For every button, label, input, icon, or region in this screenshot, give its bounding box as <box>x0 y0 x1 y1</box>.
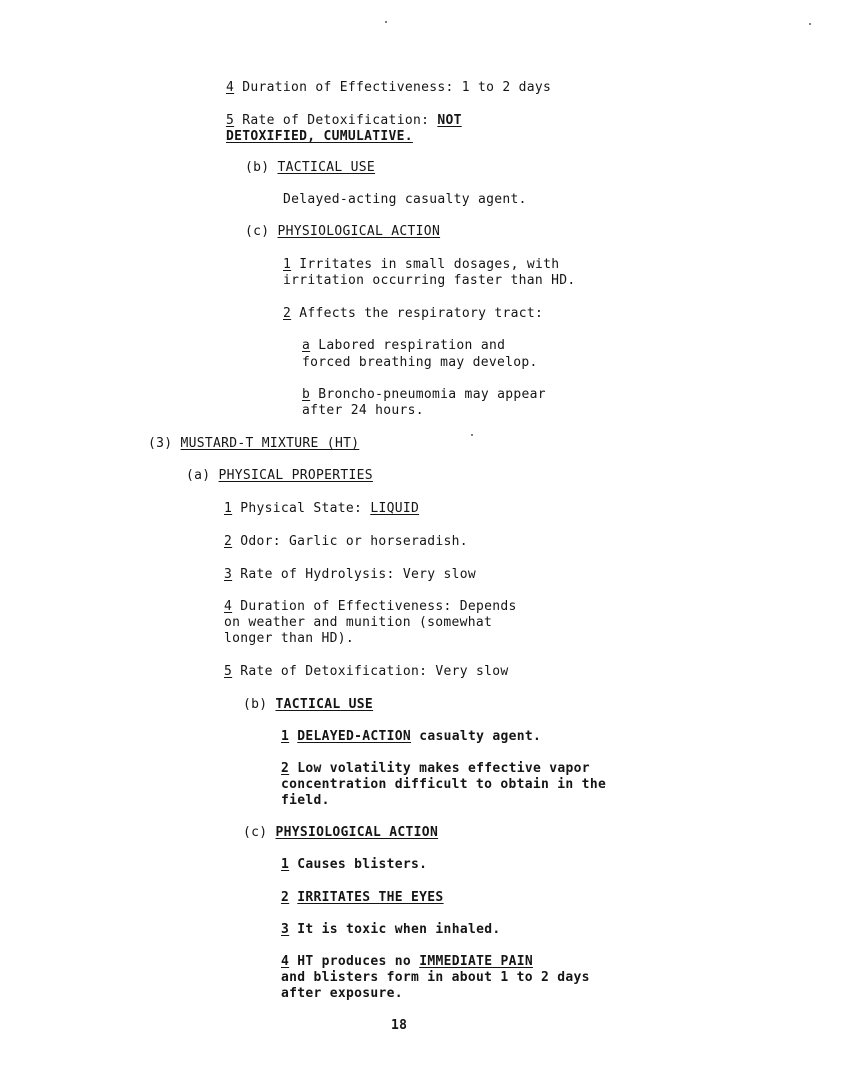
tactical-item-2-cont: field. <box>281 793 330 808</box>
section-heading: PHYSIOLOGICAL ACTION <box>277 224 441 239</box>
section-marker: (b) <box>245 160 270 175</box>
section-heading: PHYSICAL PROPERTIES <box>218 468 373 483</box>
section-marker: (3) <box>148 436 173 451</box>
physio-item-2 <box>283 306 543 322</box>
item-text: Irritates in small dosages, with <box>299 257 560 272</box>
scan-speck <box>471 434 473 436</box>
item-emphasis: DELAYED-ACTION <box>297 729 412 744</box>
section-heading: MUSTARD-T MIXTURE (HT) <box>180 436 360 451</box>
sub-letter: b <box>302 387 311 402</box>
physio-sub-a-cont: forced breathing may develop. <box>302 355 538 370</box>
section-marker: (c) <box>243 825 268 840</box>
item-text: Labored respiration and <box>318 338 506 353</box>
physical-properties-heading <box>186 468 373 484</box>
ht-physio-item-4-cont: after exposure. <box>281 986 403 1001</box>
item-text: It is toxic when inhaled. <box>297 922 501 937</box>
section-heading: PHYSIOLOGICAL ACTION <box>275 825 439 840</box>
tactical-use-heading <box>245 160 375 176</box>
item-text: Rate of Detoxification: <box>242 113 438 128</box>
item-number: 5 <box>224 664 233 679</box>
prop-item-1 <box>224 501 419 517</box>
item-number: 1 <box>283 257 292 272</box>
item-text: HT produces no <box>297 954 420 969</box>
item-number: 4 <box>224 599 233 614</box>
scan-speck <box>385 21 387 23</box>
physio-sub-b <box>302 387 546 403</box>
section-heading: TACTICAL USE <box>275 697 374 712</box>
item-number: 4 <box>226 80 235 95</box>
prop-item-4 <box>224 599 517 615</box>
prop-item-4-cont: longer than HD). <box>224 631 355 646</box>
physio-sub-b-cont: after 24 hours. <box>302 403 424 418</box>
item-value-cont: DETOXIFIED, CUMULATIVE. <box>226 129 413 144</box>
physio-sub-a <box>302 338 505 354</box>
item-4-duration <box>226 80 551 96</box>
item-text: casualty agent. <box>411 729 542 744</box>
ht-physio-item-3 <box>281 922 500 938</box>
item-number: 2 <box>281 890 290 905</box>
item-text: Odor: Garlic or horseradish. <box>240 534 468 549</box>
item-emphasis: IMMEDIATE PAIN <box>419 954 533 969</box>
prop-item-3 <box>224 567 476 583</box>
item-emphasis: IRRITATES THE EYES <box>297 890 444 905</box>
section-marker: (b) <box>243 697 268 712</box>
item-text: Causes blisters. <box>297 857 428 872</box>
item-number: 2 <box>224 534 233 549</box>
item-number: 1 <box>281 857 290 872</box>
item-number: 5 <box>226 113 235 128</box>
item-text: Affects the respiratory tract: <box>299 306 544 321</box>
item-text: Duration of Effectiveness: Depends <box>240 599 517 614</box>
ht-physio-item-4-cont: and blisters form in about 1 to 2 days <box>281 970 590 985</box>
page-number: 18 <box>391 1018 408 1033</box>
item-number: 1 <box>224 501 233 516</box>
ht-tactical-use-heading <box>243 697 373 713</box>
item-text: Rate of Hydrolysis: Very slow <box>240 567 476 582</box>
tactical-item-1 <box>281 729 541 745</box>
prop-item-5 <box>224 664 508 680</box>
item-number: 1 <box>281 729 290 744</box>
item-value: LIQUID <box>370 501 420 516</box>
scan-speck <box>809 23 811 25</box>
physio-item-1-cont: irritation occurring faster than HD. <box>283 273 576 288</box>
item-number: 3 <box>224 567 233 582</box>
section-marker: (c) <box>245 224 270 239</box>
item-value: NOT <box>437 113 462 128</box>
section-marker: (a) <box>186 468 211 483</box>
item-text: Physical State: <box>240 501 371 516</box>
item-number: 2 <box>283 306 292 321</box>
physiological-action-heading <box>245 224 440 240</box>
item-5-detox <box>226 113 462 129</box>
item-text: Rate of Detoxification: Very slow <box>240 664 509 679</box>
item-text: Low volatility makes effective vapor <box>297 761 590 776</box>
tactical-item-2-cont: concentration difficult to obtain in the <box>281 777 607 792</box>
tactical-item-2 <box>281 761 590 777</box>
prop-item-4-cont: on weather and munition (somewhat <box>224 615 493 630</box>
section-heading: TACTICAL USE <box>277 160 376 175</box>
item-text: Duration of Effectiveness: 1 to 2 days <box>242 80 552 95</box>
item-number: 4 <box>281 954 290 969</box>
item-number: 3 <box>281 922 290 937</box>
prop-item-2 <box>224 534 468 550</box>
ht-physio-item-1 <box>281 857 427 873</box>
mustard-t-heading <box>148 436 359 452</box>
ht-physiological-action-heading <box>243 825 438 841</box>
item-number: 2 <box>281 761 290 776</box>
ht-physio-item-2 <box>281 890 444 906</box>
physio-item-1 <box>283 257 559 273</box>
item-text: Broncho-pneumomia may appear <box>318 387 546 402</box>
sub-letter: a <box>302 338 311 353</box>
ht-physio-item-4 <box>281 954 533 970</box>
tactical-use-text: Delayed-acting casualty agent. <box>283 192 527 207</box>
